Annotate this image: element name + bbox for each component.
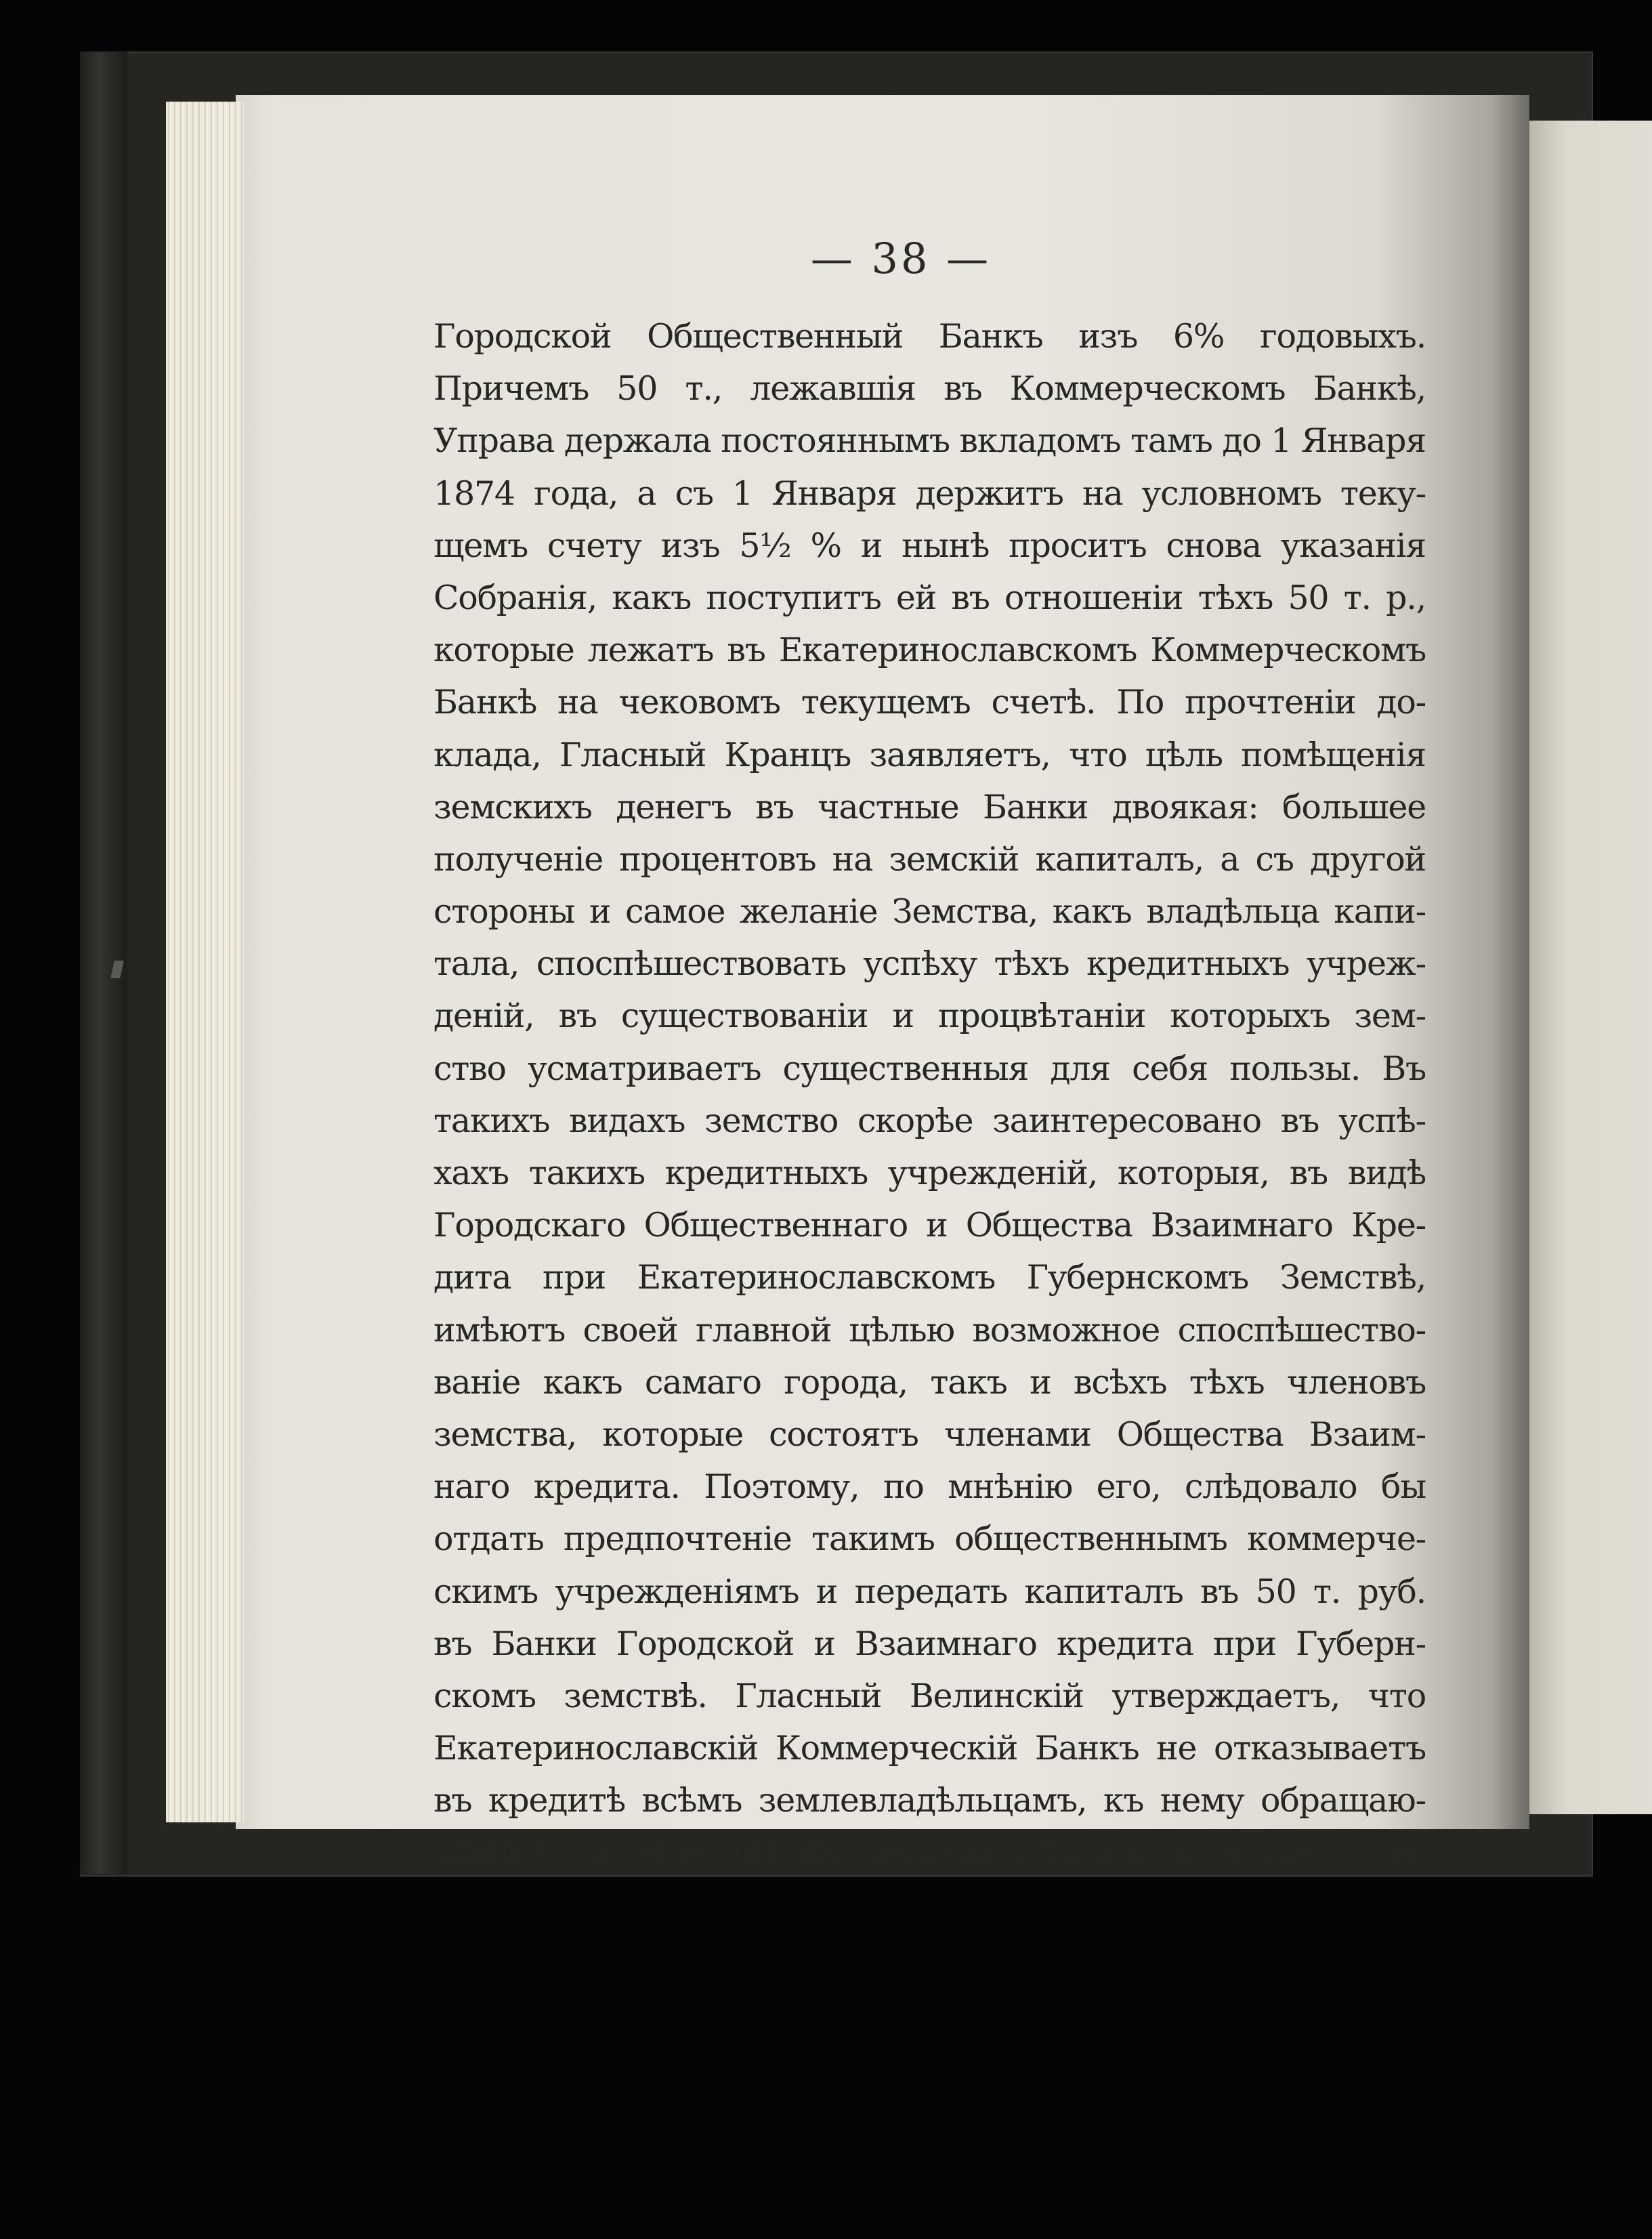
text-line: 1874 года, а съ 1 Января держитъ на условномъ теку- xyxy=(433,474,1426,513)
text-line: скимъ учрежденіямъ и передать капиталъ въ 50 т. руб. xyxy=(433,1572,1426,1611)
text-line: отдать предпочтеніе такимъ общественнымъ коммерче- xyxy=(433,1520,1426,1559)
text-line: Городской Общественный Банкъ изъ 6% годовыхъ. xyxy=(433,317,1426,356)
text-line: тала, споспѣшествовать успѣху тѣхъ кредитныхъ учреж- xyxy=(433,944,1426,984)
text-line: щимся, но что онъ не можетъ сказать того же о Го- xyxy=(433,1833,1426,1872)
text-line: ство усматриваетъ существенныя для себя пользы. Въ xyxy=(433,1049,1426,1088)
text-line: дита при Екатеринославскомъ Губернскомъ Земствѣ, xyxy=(433,1258,1426,1297)
text-line: наго кредита. Поэтому, по мнѣнію его, слѣдовало бы xyxy=(433,1467,1426,1507)
facing-page-edge xyxy=(1529,121,1652,1814)
text-line: Городскаго Общественнаго и Общества Взаимнаго Кре- xyxy=(433,1206,1426,1245)
text-line: въ Банки Городской и Взаимнаго кредита при Губерн- xyxy=(433,1624,1426,1663)
text-line: полученіе процентовъ на земскій капиталъ, а съ другой xyxy=(433,839,1426,879)
text-line: Банкѣ на чековомъ текущемъ счетѣ. По прочтеніи до- xyxy=(433,683,1426,722)
body-text xyxy=(433,310,1426,1879)
text-line: стороны и самое желаніе Земства, какъ владѣльца капи- xyxy=(433,892,1426,932)
text-line: которые лежатъ въ Екатеринославскомъ Коммерческомъ xyxy=(433,631,1426,670)
page-stack-edges xyxy=(166,102,244,1822)
text-line: имѣютъ своей главной цѣлью возможное споспѣшество- xyxy=(433,1310,1426,1349)
text-line: Причемъ 50 т., лежавшія въ Коммерческомъ Банкѣ, xyxy=(433,369,1426,409)
text-line: Собранія, какъ поступитъ ей въ отношеніи тѣхъ 50 т. р., xyxy=(433,578,1426,617)
text-line: земства, которые состоятъ членами Общества Взаим- xyxy=(433,1415,1426,1454)
text-line: ваніе какъ самаго города, такъ и всѣхъ тѣхъ членовъ xyxy=(433,1362,1426,1402)
text-line: въ кредитѣ всѣмъ землевладѣльцамъ, къ нему обращаю- xyxy=(433,1781,1426,1820)
text-line: Управа держала постояннымъ вкладомъ тамъ до 1 Января xyxy=(433,421,1426,461)
text-line: хахъ такихъ кредитныхъ учрежденій, которыя, въ видѣ xyxy=(433,1154,1426,1192)
text-line: Екатеринославскій Коммерческій Банкъ не отказываетъ xyxy=(433,1729,1426,1768)
text-line: клада, Гласный Кранцъ заявляетъ, что цѣль помѣщенія xyxy=(433,735,1426,774)
text-line: такихъ видахъ земство скорѣе заинтересовано въ успѣ- xyxy=(433,1101,1426,1140)
page-number: — 38 — xyxy=(810,234,992,283)
text-line: земскихъ денегъ въ частные Банки двоякая: большее xyxy=(433,787,1426,826)
text-line: щемъ счету изъ 5½ % и нынѣ проситъ снова указанія xyxy=(433,526,1426,565)
text-line: деній, въ существованіи и процвѣтаніи которыхъ зем- xyxy=(433,997,1426,1036)
text-line: скомъ земствѣ. Гласный Велинскій утверждаетъ, что xyxy=(433,1676,1426,1715)
